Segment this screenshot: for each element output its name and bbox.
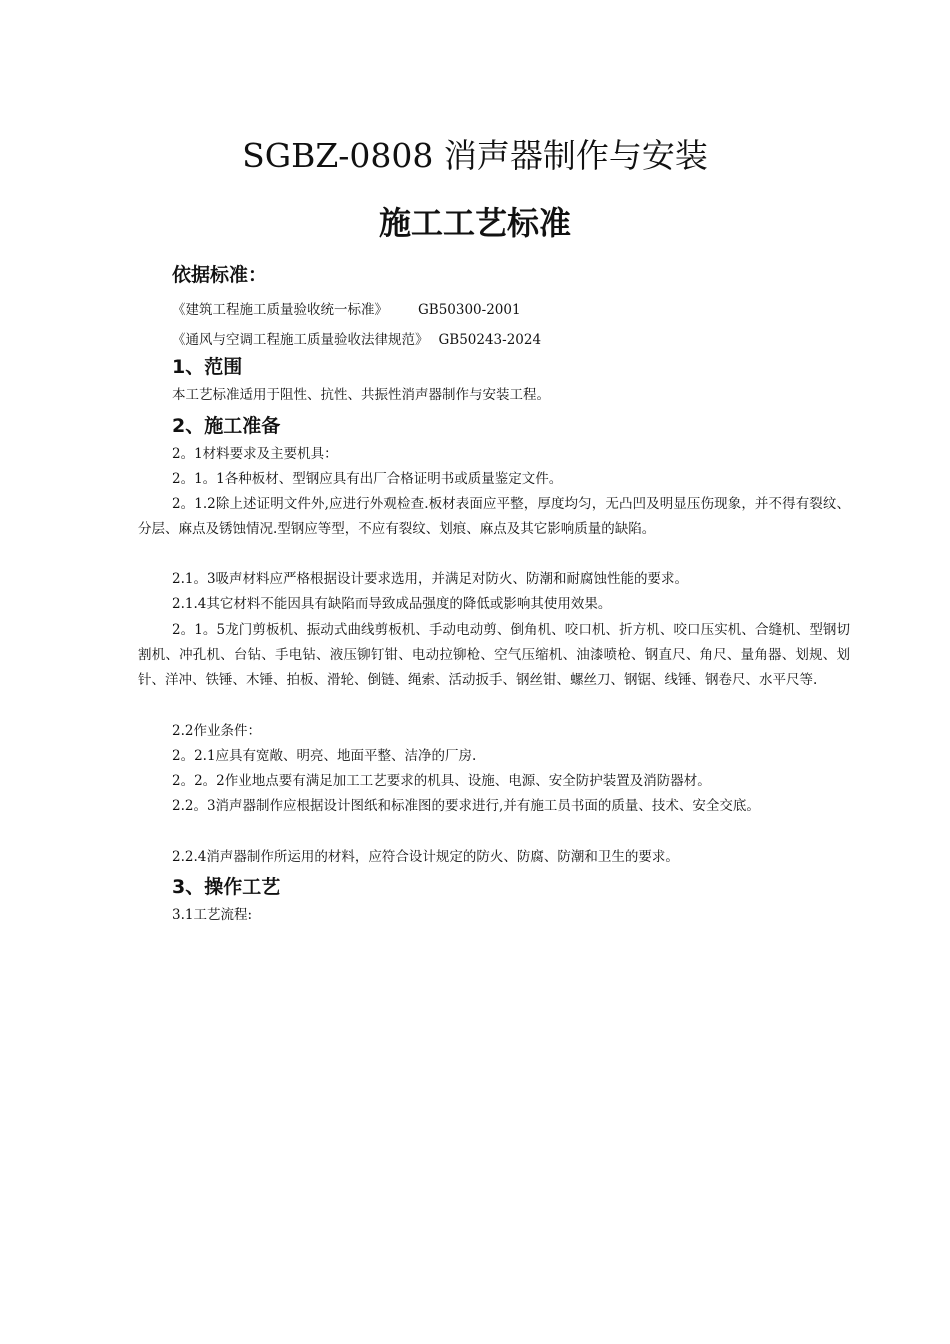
- reference-code: GB50243-2024: [438, 332, 542, 348]
- paragraph-2-2-4: 2.2.4消声器制作所运用的材料，应符合设计规定的防火、防腐、防潮和卫生的要求。: [172, 849, 679, 865]
- document-title-line-1: SGBZ-0808 消声器制作与安装: [242, 136, 708, 175]
- reference-name: 《通风与空调工程施工质量验收法律规范》: [172, 332, 429, 348]
- paragraph-2-1-5: 2。1。5龙门剪板机、振动式曲线剪板机、手动电动剪、倒角机、咬口机、折方机、咬口压实机、合缝机、型钢切割机、冲孔机、台钻、手电钻、液压铆钉钳、电动拉铆枪、空气压缩机、油漆喷枪、钢直尺、角尺、量角器、划规、划针、洋冲、铁锤、木锤、拍板、滑轮、倒链、绳索、活动扳手、钢丝钳、螺丝刀、钢锯、线锤、钢卷尺、水平尺等.: [138, 622, 850, 689]
- paragraph-2-1-4: 2.1.4其它材料不能因具有缺陷而导致成品强度的降低或影响其使用效果。: [172, 596, 612, 612]
- scope-paragraph: 本工艺标准适用于阻性、抗性、共振性消声器制作与安装工程。: [172, 387, 550, 403]
- section-heading-operations: 3、操作工艺: [172, 876, 281, 898]
- reference-standard-2: [172, 328, 541, 348]
- reference-code: GB50300-2001: [418, 302, 521, 318]
- paragraph-2-1-2: 2。1.2除上述证明文件外,应进行外观检查.板材表面应平整，厚度均匀，无凸凹及明显压伤现象，并不得有裂纹、分层、麻点及锈蚀情况.型钢应等型，不应有裂纹、划痕、麻点及其它影响质量的缺陷。: [138, 496, 850, 538]
- paragraph-2-2-1: 2。2.1应具有宽敞、明亮、地面平整、洁净的厂房.: [172, 748, 477, 764]
- paragraph-2-1-3: 2.1。3吸声材料应严格根据设计要求选用，并满足对防火、防潮和耐腐蚀性能的要求。: [172, 571, 689, 587]
- reference-name: 《建筑工程施工质量验收统一标准》: [172, 302, 388, 318]
- basis-heading: 依据标准：: [172, 264, 268, 286]
- paragraph-2-2: 2.2作业条件：: [172, 723, 261, 739]
- paragraph-2-1-1: 2。1。1各种板材、型钢应具有出厂合格证明书或质量鉴定文件。: [172, 471, 563, 487]
- document-title-line-2: 施工工艺标准: [378, 204, 571, 242]
- section-heading-preparation: 2、施工准备: [172, 415, 281, 437]
- reference-standard-1: [172, 298, 521, 318]
- paragraph-2-2-2: 2。2。2作业地点要有满足加工工艺要求的机具、设施、电源、安全防护装置及消防器材。: [172, 773, 711, 789]
- paragraph-2-2-3: 2.2。3消声器制作应根据设计图纸和标准图的要求进行,并有施工员书面的质量、技术、安全交底。: [172, 798, 760, 814]
- paragraph-3-1: 3.1工艺流程:: [172, 907, 253, 923]
- section-heading-scope: 1、范围: [172, 356, 243, 378]
- paragraph-2-1: 2。1材料要求及主要机具：: [172, 446, 338, 462]
